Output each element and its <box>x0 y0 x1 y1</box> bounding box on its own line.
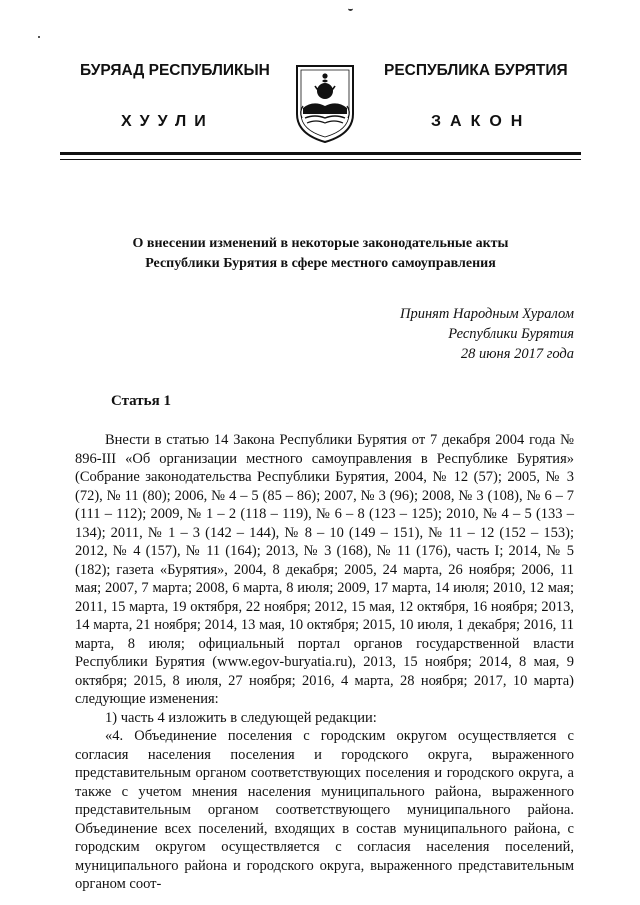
law-title <box>60 234 581 274</box>
header-right-republic-name: РЕСПУБЛИКА БУРЯТИЯ <box>384 62 568 79</box>
law-title-line-2: Республики Бурятия в сфере местного самоуправления <box>145 256 496 271</box>
header-left-doc-type: ХУУЛИ <box>121 113 214 130</box>
header-right-doc-type: ЗАКОН <box>431 113 532 130</box>
article-body <box>75 431 574 894</box>
article-heading: Статья 1 <box>111 393 171 409</box>
adoption-line-1: Принят Народным Хуралом <box>399 306 574 322</box>
header-rule-thick <box>60 152 581 155</box>
paragraph: Внести в статью 14 Закона Республики Бурятия от 7 декабря 2004 года № 896-III «Об организации местного самоуправления в Республике Бурятия» (Собрание законодательства Республики Бурятия, 2004, № 12 (57); 2005, № 3 (72), № 11 (80); 2006, № 4 – 5 (85 – 86); 2007, № 3 (96); 2008, № 3 (108), № 6 – 7 (111 – 112); 2009, № 1 – 2 (118 – 119), № 6 – 8 (123 – 125); 2010, № 4 – 5 (133 – 134); 2011, № 1 – 3 (142 – 144), № 8 – 10 (149 – 151), № 11 – 12 (152 – 153); 2012, № 4 (157), № 11 (164); 2013, № 3 (168), № 11 (176), часть I; 2014, № 5 (182); газета «Бурятия», 2004, 8 декабря; 2005, 24 марта, 26 ноября; 2006, 11 мая; 2007, 7 марта; 2008, 6 марта, 8 июля; 2009, 17 марта, 14 июля; 2010, 12 мая; 2011, 15 марта, 19 октября, 22 ноября; 2012, 15 мая, 12 октября, 16 ноября; 2013, 14 марта, 21 ноября; 2014, 13 мая, 10 октября; 2015, 10 июля, 1 декабря; 2016, 11 марта, 8 июля; официальный портал органов государственной власти Республики Бурятия (www.egov-buryatia.ru), 2013, 15 ноября; 2014, 8 мая, 9 октября; 2015, 8 июля, 27 ноября; 2016, 4 марта, 28 ноября; 2017, 10 марта) следующие изменения: <box>75 432 574 707</box>
scan-dot <box>38 36 40 38</box>
scan-mark <box>348 6 353 11</box>
header-rule-thin <box>60 159 581 160</box>
law-title-line-1: О внесении изменений в некоторые законодательные акты <box>132 236 509 251</box>
adoption-line-2: Республики Бурятия <box>448 326 574 342</box>
paragraph: 1) часть 4 изложить в следующей редакции: <box>105 709 377 726</box>
coat-of-arms-icon <box>293 62 357 144</box>
adoption-note <box>400 304 574 364</box>
header-left-republic-name: БУРЯАД РЕСПУБЛИКЫН <box>80 62 270 79</box>
paragraph: «4. Объединение поселения с городским округом осуществляется с согласия населения поселения и городского округа, выраженного представительным органом соответствующих поселения и городского округа, а также с учетом мнения населения муниципального района, выраженного представительным органом соответствующего муниципального района. Объединение всех поселений, входящих в состав муниципального района, с городским округом осуществляется с согласия населения поселений, муниципального района и городского округа, выраженного представительным органом соот- <box>75 728 574 892</box>
adoption-date: 28 июня 2017 года <box>460 346 574 362</box>
